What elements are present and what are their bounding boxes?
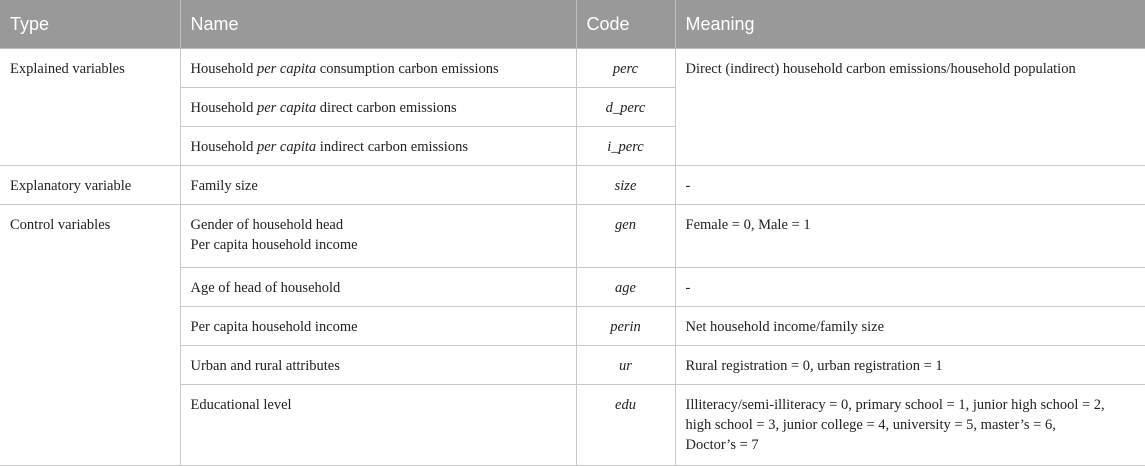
meaning-cell: Direct (indirect) household carbon emissions/household population [675,49,1145,166]
name-italic: per capita [256,139,317,155]
name-cell [180,88,576,127]
code-cell: perc [576,49,675,88]
code-cell: edu [576,385,675,466]
header-name: Name [180,0,576,49]
code-cell: size [576,166,675,205]
code-cell: d_perc [576,88,675,127]
name-cell [180,127,576,166]
meaning-cell: Net household income/family size [675,307,1145,346]
name-italic: per capita [256,61,317,77]
header-row [0,0,1145,49]
header-code: Code [576,0,675,49]
name-text: Household [190,139,257,155]
meaning-cell: Rural registration = 0, urban registration = 1 [675,346,1145,385]
name-cell [180,49,576,88]
name-text: Household [190,100,257,116]
name-cell: Age of head of household [180,268,576,307]
type-cell-explanatory: Explanatory variable [0,166,180,205]
meaning-cell: Female = 0, Male = 1 [675,205,1145,268]
meaning-cell: - [675,166,1145,205]
meaning-line: Illiteracy/semi-illiteracy = 0, primary school = 1, junior high school = 2, [685,397,1105,413]
header-type: Type [0,0,180,49]
type-cell-explained: Explained variables [0,49,180,166]
code-cell: ur [576,346,675,385]
name-italic: per capita [256,100,317,116]
meaning-cell [675,385,1145,466]
meaning-line: Doctor’s = 7 [685,437,759,453]
name-cell: Per capita household income [180,307,576,346]
name-text: consumption carbon emissions [316,61,499,77]
meaning-cell: - [675,268,1145,307]
name-text: direct carbon emissions [316,100,457,116]
name-line: Gender of household head [190,217,344,233]
code-cell: perin [576,307,675,346]
name-text: Household [190,61,257,77]
header-meaning: Meaning [675,0,1145,49]
name-cell: Urban and rural attributes [180,346,576,385]
code-cell: gen [576,205,675,268]
name-cell [180,205,576,268]
name-cell: Family size [180,166,576,205]
meaning-line: high school = 3, junior college = 4, university = 5, master’s = 6, [685,417,1056,433]
code-cell: i_perc [576,127,675,166]
table-row [0,205,1145,268]
name-line: Per capita household income [190,237,358,253]
type-cell-control: Control variables [0,205,180,466]
table-row [0,49,1145,88]
name-text: indirect carbon emissions [316,139,468,155]
name-cell: Educational level [180,385,576,466]
code-cell: age [576,268,675,307]
table-row [0,166,1145,205]
